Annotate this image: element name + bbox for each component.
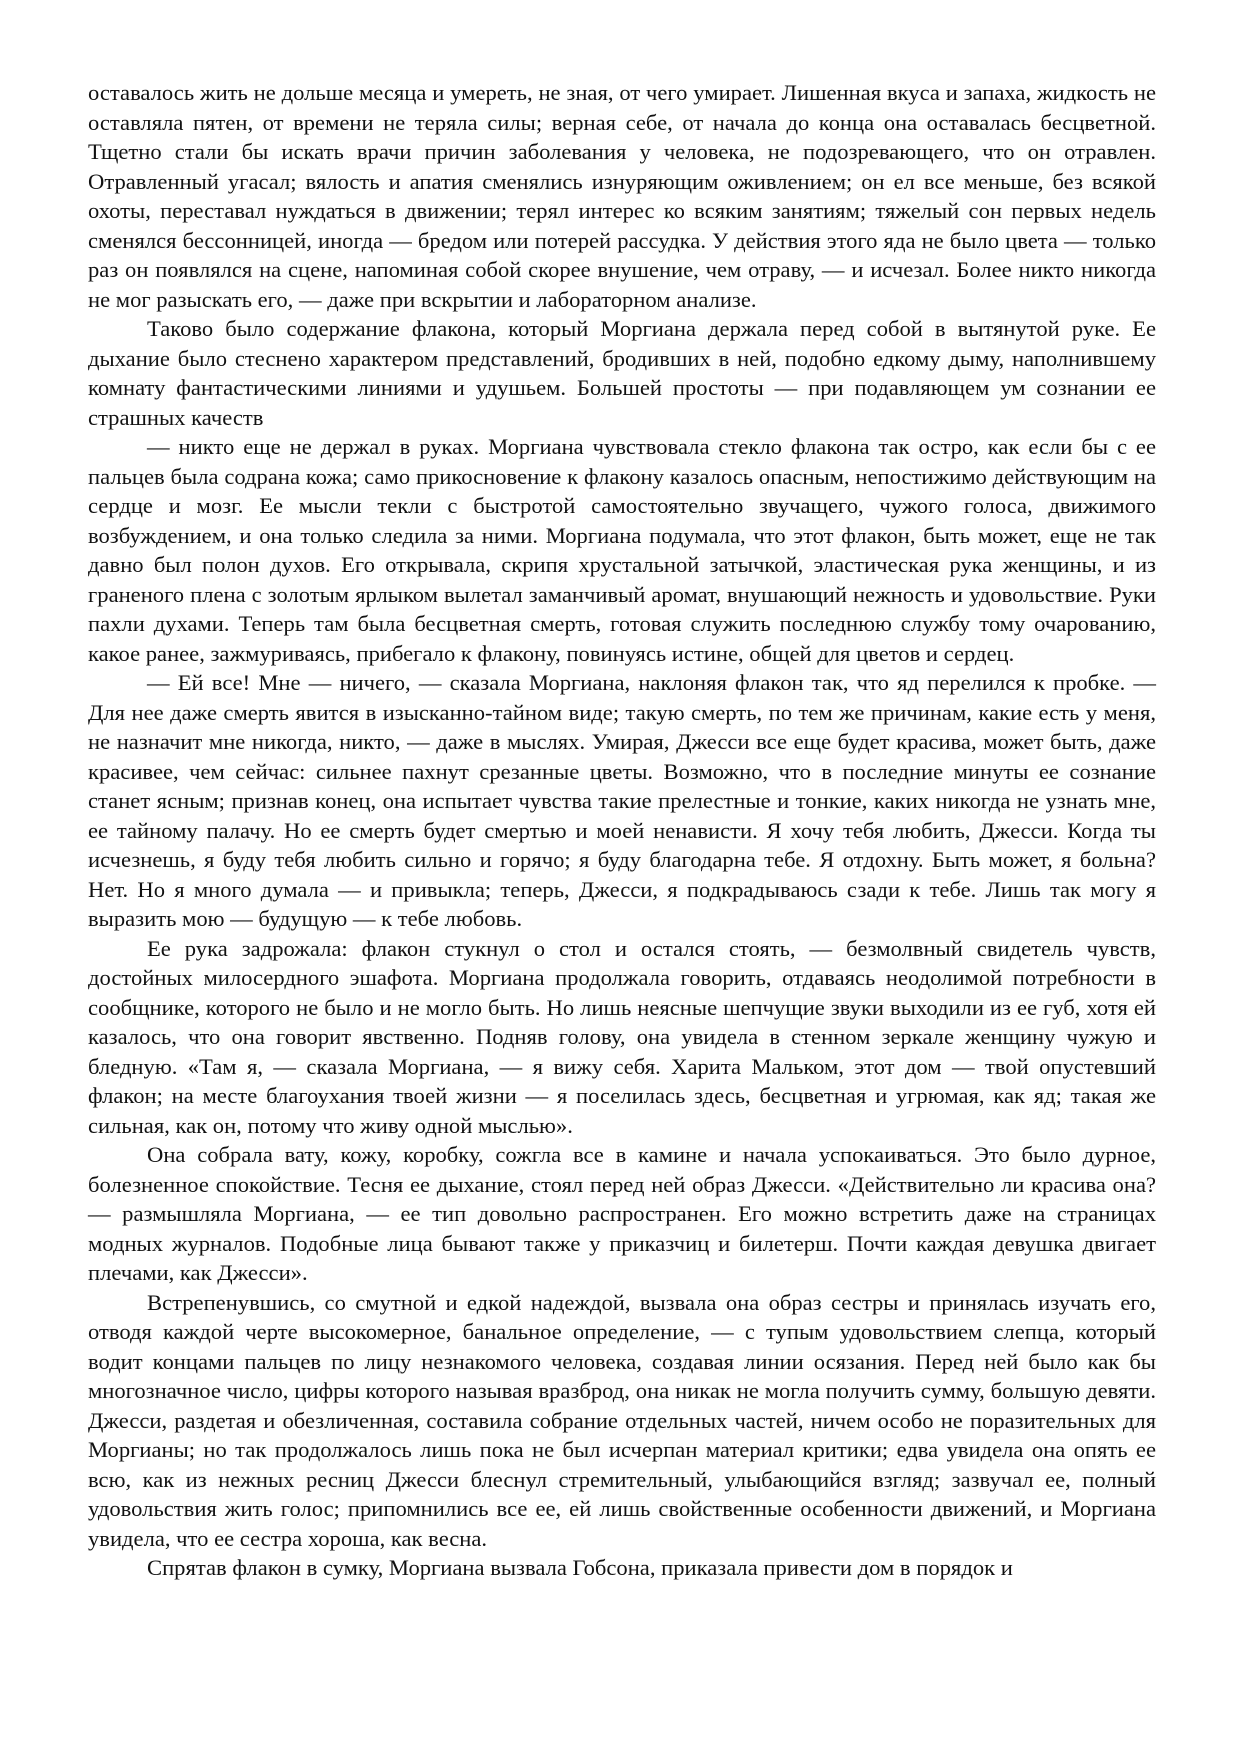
paragraph-8: Спрятав флакон в сумку, Моргиана вызвала Гобсона, приказала привести дом в порядок и — [147, 1555, 1013, 1580]
paragraph-3: — никто еще не держал в руках. Моргиана чувствовала стекло флакона так остро, как если бы с ее пальцев была содрана кожа; само прикосновение к флакону казалось опасным, непостижимо действующим на сердце и мозг. Ее мысли текли с быстротой самостоятельно звучащего, чужого голоса, движимого возбуждением, и она только следила за ними. Моргиана подумала, что этот флакон, быть может, еще не так давно был полон духов. Его открывала, скрипя хрустальной затычкой, эластическая рука женщины, и из граненого плена с золотым ярлыком вылетал заманчивый аромат, внушающий нежность и удовольствие. Руки пахли духами. Теперь там была бесцветная смерть, готовая служить последнюю службу тому очарованию, какое ранее, зажмуриваясь, прибегало к флакону, повинуясь истине, общей для цветов и сердец. — [88, 434, 1156, 666]
document-page — [88, 78, 1156, 1583]
paragraph-7: Встрепенувшись, со смутной и едкой надеждой, вызвала она образ сестры и принялась изучать его, отводя каждой черте высокомерное, банальное определение, — с тупым удовольствием слепца, который водит концами пальцев по лицу незнакомого человека, создавая линии осязания. Перед ней было как бы многозначное число, цифры которого называя вразброд, она никак не могла получить сумму, большую девяти. Джесси, раздетая и обезличенная, составила собрание отдельных частей, ничем особо не поразительных для Моргианы; но так продолжалось лишь пока не был исчерпан материал критики; едва увидела она опять ее всю, как из нежных ресниц Джесси блеснул стремительный, улыбающийся взгляд; зазвучал ее, полный удовольствия жить голос; припомнились все ее, ей лишь свойственные особенности движений, и Моргиана увидела, что ее сестра хороша, как весна. — [88, 1289, 1156, 1551]
paragraph-1: оставалось жить не дольше месяца и умереть, не зная, от чего умирает. Лишенная вкуса и запаха, жидкость не оставляла пятен, от времени не теряла силы; верная себе, от начала до конца она оставалась бесцветной. Тщетно стали бы искать врачи причин заболевания у человека, не подозревающего, что он отравлен. Отравленный угасал; вялость и апатия сменялись изнуряющим оживлением; он ел все меньше, без всякой охоты, переставал нуждаться в движении; терял интерес ко всяким занятиям; тяжелый сон первых недель сменялся бессонницей, иногда — бредом или потерей рассудка. У действия этого яда не было цвета — только раз он появлялся на сцене, напоминая собой скорее внушение, чем отраву, — и исчезал. Более никто никогда не мог разыскать его, — даже при вскрытии и лабораторном анализе. — [88, 80, 1156, 312]
paragraph-6: Она собрала вату, кожу, коробку, сожгла все в камине и начала успокаиваться. Это было дурное, болезненное спокойствие. Тесня ее дыхание, стоял перед ней образ Джесси. «Действительно ли красива она? — размышляла Моргиана, — ее тип довольно распространен. Его можно встретить даже на страницах модных журналов. Подобные лица бывают также у приказчиц и билетерш. Почти каждая девушка двигает плечами, как Джесси». — [88, 1142, 1156, 1285]
paragraph-2: Таково было содержание флакона, который Моргиана держала перед собой в вытянутой руке. Ее дыхание было стеснено характером представлений, бродивших в ней, подобно едкому дыму, наполнившему комнату фантастическими линиями и удушьем. Большей простоты — при подавляющем ум сознании ее страшных качеств — [88, 316, 1156, 430]
paragraph-5: Ее рука задрожала: флакон стукнул о стол и остался стоять, — безмолвный свидетель чувств, достойных милосердного эшафота. Моргиана продолжала говорить, отдаваясь неодолимой потребности в сообщнике, которого не было и не могло быть. Но лишь неясные шепчущие звуки выходили из ее губ, хотя ей казалось, что она говорит явственно. Подняв голову, она увидела в стенном зеркале женщину чужую и бледную. «Там я, — сказала Моргиана, — я вижу себя. Харита Мальком, этот дом — твой опустевший флакон; на месте благоухания твоей жизни — я поселилась здесь, бесцветная и угрюмая, как яд; такая же сильная, как он, потому что живу одной мыслью». — [88, 935, 1156, 1138]
paragraph-4: — Ей все! Мне — ничего, — сказала Моргиана, наклоняя флакон так, что яд перелился к пробке. — Для нее даже смерть явится в изысканно-тайном виде; такую смерть, по тем же причинам, какие есть у меня, не назначит мне никогда, никто, — даже в мыслях. Умирая, Джесси все еще будет красива, может быть, даже красивее, чем сейчас: сильнее пахнут срезанные цветы. Возможно, что в последние минуты ее сознание станет ясным; признав конец, она испытает чувства такие прелестные и тонкие, каких никогда не узнать мне, ее тайному палачу. Но ее смерть будет смертью и моей ненависти. Я хочу тебя любить, Джесси. Когда ты исчезнешь, я буду тебя любить сильно и горячо; я буду благодарна тебе. Я отдохну. Быть может, я больна? Нет. Но я много думала — и привыкла; теперь, Джесси, я подкрадываюсь сзади к тебе. Лишь так могу я выразить мою — будущую — к тебе любовь. — [88, 670, 1156, 931]
